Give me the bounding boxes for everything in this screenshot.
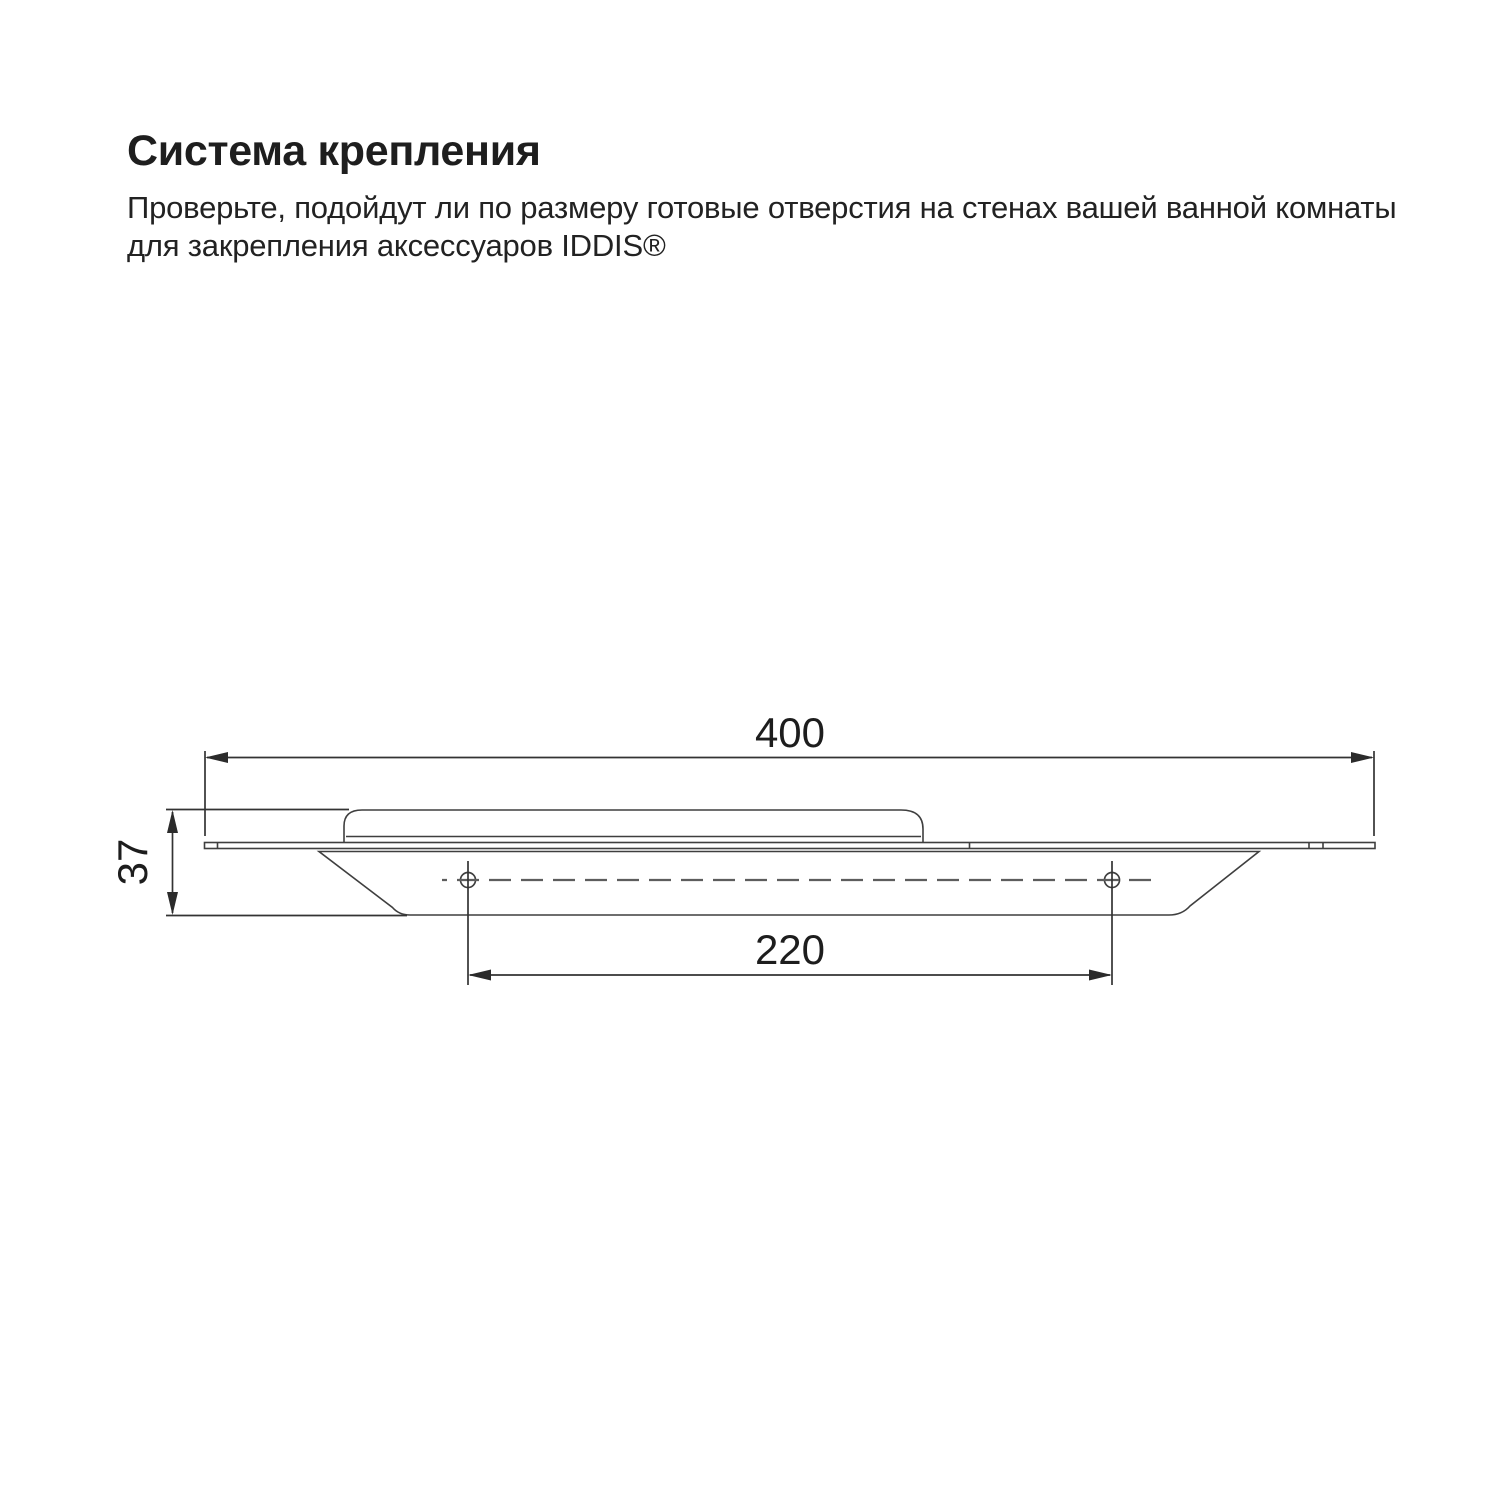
arrowhead-left bbox=[468, 970, 491, 981]
arrowhead-top bbox=[167, 810, 178, 833]
description-line-1: Проверьте, подойдут ли по размеру готовые отверстия на стенах вашей ванной комнаты bbox=[127, 190, 1397, 226]
dimension-label-height: 37 bbox=[109, 838, 156, 886]
page-title: Система крепления bbox=[127, 127, 541, 175]
arrowhead-right bbox=[1089, 970, 1112, 981]
dimension-label-width: 400 bbox=[754, 709, 826, 756]
arrowhead-left bbox=[205, 752, 228, 763]
arrowhead-bottom bbox=[167, 892, 178, 915]
shelf-plate bbox=[205, 843, 1376, 849]
rail-profile bbox=[344, 810, 923, 843]
dimension-label-hole-spacing: 220 bbox=[754, 926, 826, 973]
shelf-profile-drawing bbox=[205, 810, 1376, 915]
arrowhead-right bbox=[1351, 752, 1374, 763]
dimension-hole-spacing bbox=[468, 926, 1112, 981]
description-line-2: для закрепления аксессуаров IDDIS® bbox=[127, 228, 666, 264]
